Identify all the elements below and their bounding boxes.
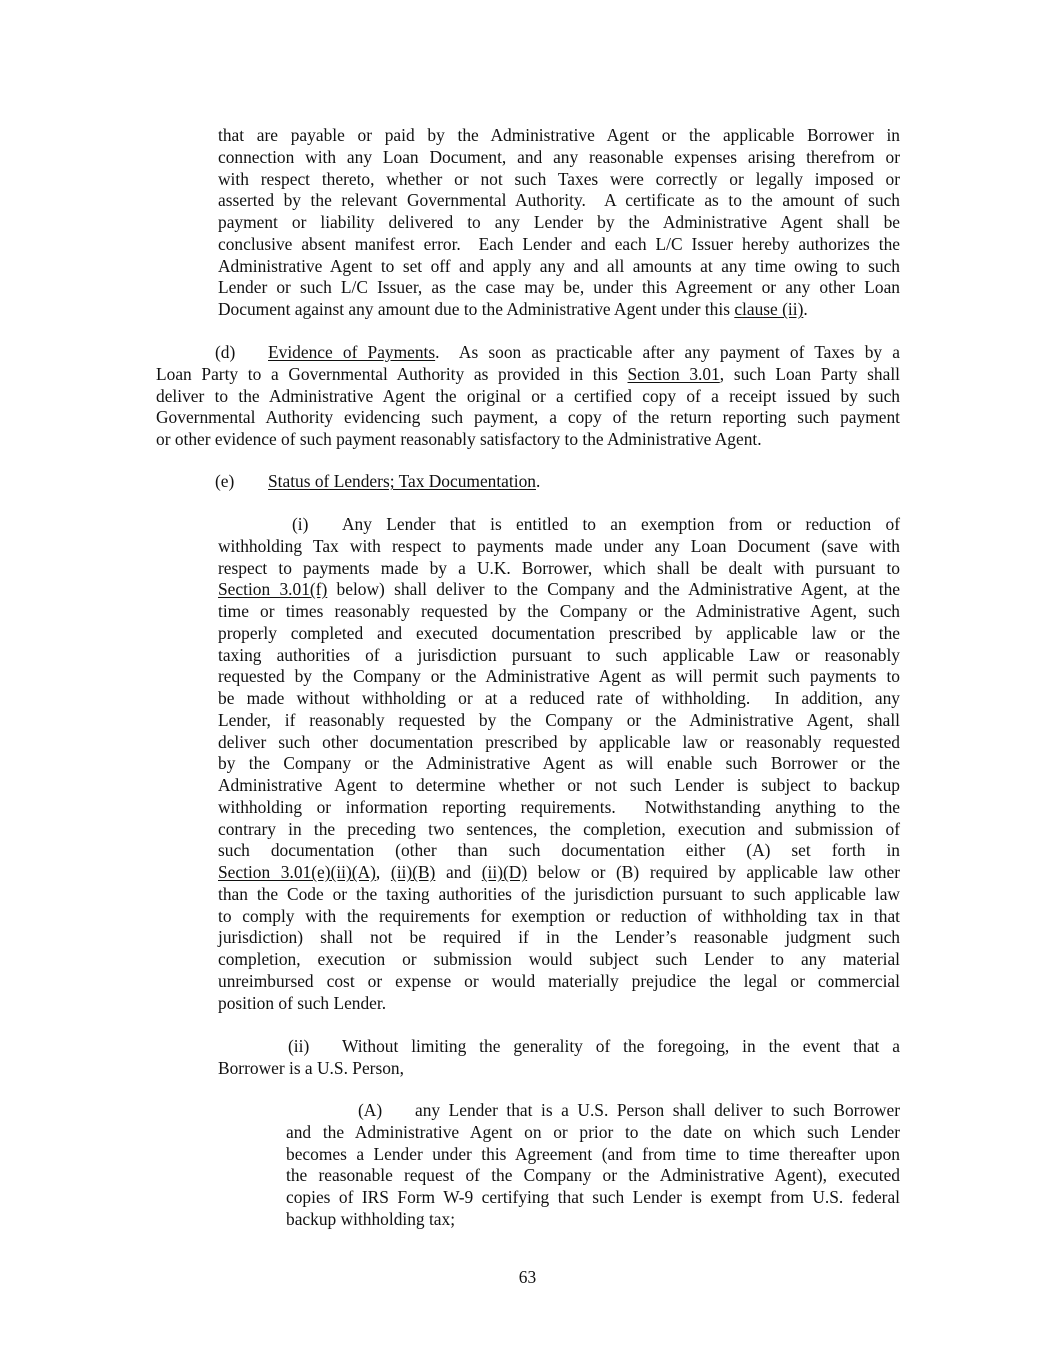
text-line xyxy=(156,342,900,364)
text-segment: connection with any Loan Document, and any reasonable expenses arising therefrom or xyxy=(218,146,900,167)
text-segment: time or times reasonably requested by the Company or the Administrative Agent, such xyxy=(218,601,900,621)
cross-reference-link: Section 3.01(e)(ii)(A) xyxy=(218,862,376,882)
text-segment: that are payable or paid by the Administrative Agent or the applicable Borrower in xyxy=(218,125,900,145)
text-line xyxy=(286,1165,900,1187)
text-segment: by the Company or the Administrative Agent as will enable such Borrower or the xyxy=(218,753,900,774)
text-line xyxy=(286,1100,900,1122)
text-line xyxy=(218,666,900,688)
text-line xyxy=(218,169,900,191)
paragraph xyxy=(218,514,900,1014)
text-segment: Loan Party to a Governmental Authority as provided in this xyxy=(156,363,628,384)
text-line xyxy=(218,125,900,147)
paragraph xyxy=(156,342,900,451)
text-segment: copies of IRS Form W-9 certifying that such Lender is exempt from U.S. federal xyxy=(286,1187,900,1207)
text-segment: and xyxy=(435,862,482,882)
text-line xyxy=(218,623,900,645)
text-line xyxy=(218,949,900,971)
text-line xyxy=(218,558,900,580)
text-line xyxy=(156,364,900,386)
text-segment: deliver such other documentation prescribed by applicable law or reasonably requested xyxy=(218,731,900,752)
text-line xyxy=(218,775,900,797)
text-line xyxy=(218,190,900,212)
text-line xyxy=(218,1036,900,1058)
text-segment: withholding Tax with respect to payments made under any Loan Document (save with xyxy=(218,535,900,556)
text-segment: Without limiting the generality of the foregoing, in the event that a xyxy=(342,1036,900,1056)
paragraph-label: (ii) xyxy=(288,1036,310,1056)
text-line xyxy=(218,819,900,841)
text-segment: jurisdiction) shall not be required if in the Lender’s reasonable judgment such xyxy=(218,927,900,948)
paragraph xyxy=(218,125,900,321)
text-segment: conclusive absent manifest error. Each Lender and each L/C Issuer hereby authorizes the xyxy=(218,233,900,254)
text-line xyxy=(218,277,900,299)
text-line xyxy=(218,993,900,1015)
text-segment: asserted by the relevant Governmental Authority. A certificate as to the amount of such xyxy=(218,190,900,211)
text-segment: . xyxy=(803,299,808,319)
text-segment: deliver to the Administrative Agent the original or a certified copy of a receipt issued by such xyxy=(156,385,900,406)
text-line xyxy=(286,1209,900,1231)
paragraph-label: (A) xyxy=(358,1100,383,1120)
paragraph xyxy=(286,1100,900,1231)
text-line xyxy=(218,840,900,862)
text-segment: position of such Lender. xyxy=(218,992,387,1013)
text-segment: and the Administrative Agent on or prior to the date on which such Lender xyxy=(286,1121,900,1142)
text-segment: , such Loan Party shall xyxy=(719,363,900,384)
paragraph xyxy=(218,1036,900,1080)
text-segment: unreimbursed cost or expense or would materially prejudice the legal or commercial xyxy=(218,970,900,991)
text-line xyxy=(156,386,900,408)
text-segment: Any Lender that is entitled to an exemption from or reduction of xyxy=(342,514,900,534)
text-segment: requested by the Company or the Administrative Agent as will permit such payments to xyxy=(218,666,900,687)
text-segment: below) shall deliver to the Company and the Administrative Agent, at the xyxy=(327,579,900,600)
text-line xyxy=(218,147,900,169)
text-segment: Lender, if reasonably requested by the Company or the Administrative Agent, shall xyxy=(218,709,900,730)
text-segment: respect to payments made by a U.K. Borrower, which shall be dealt with pursuant to xyxy=(218,557,900,578)
page-number: 63 xyxy=(518,1267,537,1287)
text-line xyxy=(218,212,900,234)
text-line xyxy=(218,732,900,754)
text-segment: Administrative Agent to determine whether or not such Lender is subject to backup xyxy=(218,775,900,795)
text-segment: backup withholding tax; xyxy=(286,1208,456,1229)
text-line xyxy=(156,471,900,493)
text-line xyxy=(218,884,900,906)
text-line xyxy=(286,1144,900,1166)
text-segment: payment or liability delivered to any Lender by the Administrative Agent shall be xyxy=(218,212,900,232)
text-line xyxy=(218,514,900,536)
text-segment: Document against any amount due to the Administrative Agent under this xyxy=(218,299,735,319)
text-segment: with respect thereto, whether or not such Taxes were correctly or legally imposed or xyxy=(218,168,900,189)
cross-reference-link: clause (ii) xyxy=(734,299,804,319)
text-line xyxy=(218,688,900,710)
text-line xyxy=(218,536,900,558)
text-segment: taxing authorities of a jurisdiction pursuant to such applicable Law or reasonably xyxy=(218,644,900,665)
text-segment: to comply with the requirements for exemption or reduction of withholding tax in that xyxy=(218,905,900,926)
text-line xyxy=(218,906,900,928)
text-segment: completion, execution or submission would subject such Lender to any material xyxy=(218,949,900,969)
text-line xyxy=(218,645,900,667)
paragraph-label: (e) xyxy=(215,471,235,491)
text-segment: be made without withholding or at a reduced rate of withholding. In addition, any xyxy=(218,688,900,708)
text-line xyxy=(218,927,900,949)
cross-reference-link: Section 3.01 xyxy=(627,363,720,384)
text-line xyxy=(218,971,900,993)
text-segment: such documentation (other than such documentation either (A) set forth in xyxy=(218,840,900,861)
text-line xyxy=(218,299,900,321)
cross-reference-link: Status of Lenders; Tax Documentation xyxy=(268,471,536,491)
text-segment: any Lender that is a U.S. Person shall deliver to such Borrower xyxy=(415,1100,900,1120)
text-segment: Borrower is a U.S. Person, xyxy=(218,1057,404,1078)
text-line xyxy=(218,579,900,601)
text-segment: properly completed and executed documentation prescribed by applicable law or the xyxy=(218,622,900,643)
text-segment: Lender or such L/C Issuer, as the case may be, under this Agreement or any other Loan xyxy=(218,277,900,298)
text-segment: than the Code or the taxing authorities of the jurisdiction pursuant to such applicable law xyxy=(218,883,900,904)
text-line xyxy=(286,1187,900,1209)
cross-reference-link: Section 3.01(f) xyxy=(218,579,328,600)
text-segment: withholding or information reporting requirements. Notwithstanding anything to the xyxy=(218,796,900,817)
text-line xyxy=(218,710,900,732)
paragraph-label: (i) xyxy=(292,514,309,534)
text-segment: Governmental Authority evidencing such payment, a copy of the return reporting such payment xyxy=(156,407,900,428)
cross-reference-link: (ii)(D) xyxy=(481,862,528,882)
text-segment: Administrative Agent to set off and apply any and all amounts at any time owing to such xyxy=(218,255,900,276)
text-line xyxy=(218,1058,900,1080)
text-segment: contrary in the preceding two sentences, the completion, execution and submission of xyxy=(218,818,900,839)
text-line xyxy=(218,797,900,819)
text-segment: the reasonable request of the Company or the Administrative Agent), executed xyxy=(286,1165,900,1186)
text-segment: or other evidence of such payment reasonably satisfactory to the Administrative Agent. xyxy=(156,429,762,449)
paragraph xyxy=(156,471,900,493)
text-line xyxy=(218,256,900,278)
text-line xyxy=(218,862,900,884)
text-segment: becomes a Lender under this Agreement (and from time to time thereafter upon xyxy=(286,1143,900,1164)
text-line xyxy=(218,601,900,623)
text-line xyxy=(218,753,900,775)
cross-reference-link: Evidence of Payments xyxy=(268,342,436,362)
text-segment: . xyxy=(535,471,541,491)
text-segment: , xyxy=(375,862,391,882)
text-line xyxy=(156,429,900,451)
text-line xyxy=(218,234,900,256)
text-line xyxy=(286,1122,900,1144)
paragraph-label: (d) xyxy=(215,342,236,362)
text-line xyxy=(156,407,900,429)
text-segment: . As soon as practicable after any payment of Taxes by a xyxy=(435,342,900,362)
text-segment: below or (B) required by applicable law other xyxy=(527,862,900,882)
cross-reference-link: (ii)(B) xyxy=(390,862,436,882)
